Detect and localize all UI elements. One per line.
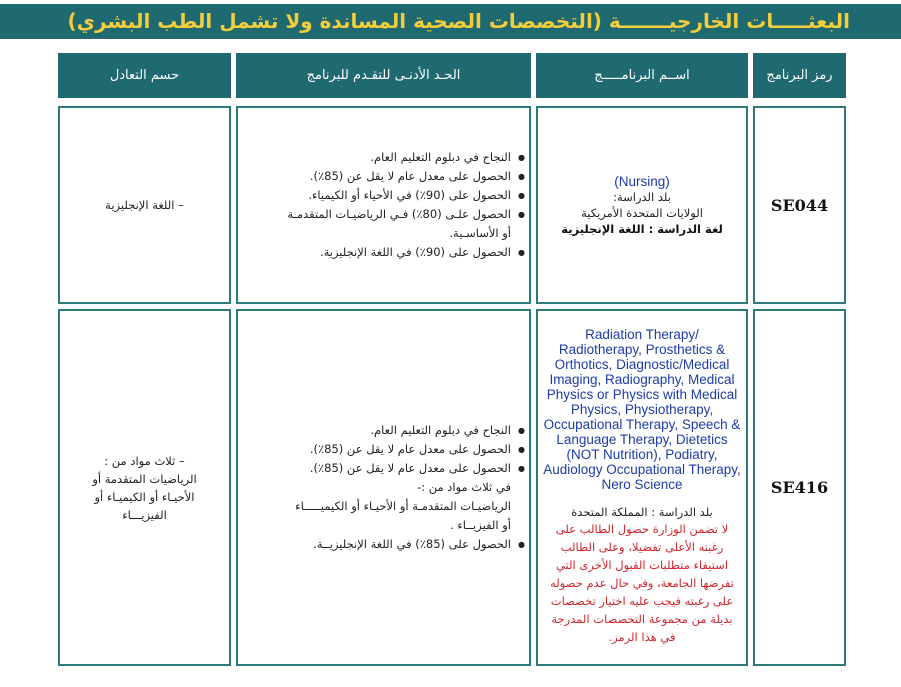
requirement-item: ● النجاح في دبلوم التعليم العام. [287,148,521,167]
requirement-item-continued: الرياضيـات المتقدمـة أو الأحيـاء أو الكيميـــــاء [295,499,511,513]
requirement-item: ● النجاح في دبلوم التعليم العام. [295,421,521,440]
requirement-item-continued: أو الأساسـية. [449,226,511,240]
requirement-item: ● الحصول على (90٪) في اللغة الإنجليزية. [287,243,521,262]
page-title: البعثـــــات الخارجيـــــــة (التخصصات الصحية المساندة ولا تشمل الطب البشري) [67,9,850,33]
requirements-cell [236,309,531,666]
header-program-name: اســم البرنامـــــج [536,53,748,98]
admission-note: لا تضمن الوزارة حصول الطالب على رغبته الأعلى تفضيلا، وعلى الطالب استيفاء متطلبات القبول الأخرى التي تفرضها الجامعة، وفي حال عدم حصوله على رغبته فيجب عليه اختيار تخصصات بديلة من مجموعة التخصصات المدرجة في هذا الرمز. [550,522,734,644]
program-name-cell [536,106,748,304]
header-tiebreak: حسم التعادل [58,53,231,98]
program-name-en: (Nursing) [614,173,670,189]
tiebreak-cell: – اللغة الإنجليزية [58,106,231,304]
tiebreak-line: الأحيـاء أو الكيميـاء أو [94,489,195,504]
study-country-label: بلد الدراسة: [613,189,671,204]
program-code: SE416 [753,309,846,666]
tiebreak-line: الفيزيـــاء [122,507,167,522]
requirement-item: ● الحصول على (90٪) في الأحياء أو الكيمياء. [287,186,521,205]
program-name-en: Radiation Therapy/ Radiotherapy, Prosthetics & Orthotics, Diagnostic/Medical Imaging, Radiography, Medical Physics or Physics with Medical Physics, Physiotherapy, Occupational Therapy, Speech & Language Therapy, Dietetics (NOT Nutrition), Podiatry, Audiology Occupational Therapy, Nero Science [543,327,741,492]
study-country: بلد الدراسة : المملكة المتحدة [571,505,713,519]
requirements-list [287,148,529,262]
header-min-requirements: الحـد الأدنـى للتقـدم للبرنامج [236,53,531,98]
tiebreak-cell [58,309,231,666]
requirement-item: ● الحصول علـى (80٪) فـي الرياضيـات المتقدمـة [287,205,521,224]
tiebreak-line: – ثلاث مواد من : [104,453,185,468]
study-country: الولايات المتحدة الأمريكية [581,205,703,220]
requirement-item-continued: أو الفيزيــاء . [450,518,511,532]
header-code: رمز البرنامج [753,53,846,98]
requirements-cell [236,106,531,304]
requirement-item-continued: في ثلاث مواد من :- [417,480,511,494]
program-name-cell [536,309,748,666]
requirement-item: ● الحصول على معدل عام لا يقل عن (85٪). [295,459,521,478]
study-language: لغة الدراسة : اللغة الإنجليزية [561,221,723,236]
requirement-item: ● الحصول على معدل عام لا يقل عن (85٪). [295,440,521,459]
requirement-item: ● الحصول على معدل عام لا يقل عن (85٪). [287,167,521,186]
program-code: SE044 [753,106,846,304]
requirement-item: ● الحصول على (85٪) في اللغة الإنجليزيــة. [295,535,521,554]
tiebreak-line: الرياضيات المتقدمة أو [92,471,197,486]
requirements-list [295,421,529,554]
